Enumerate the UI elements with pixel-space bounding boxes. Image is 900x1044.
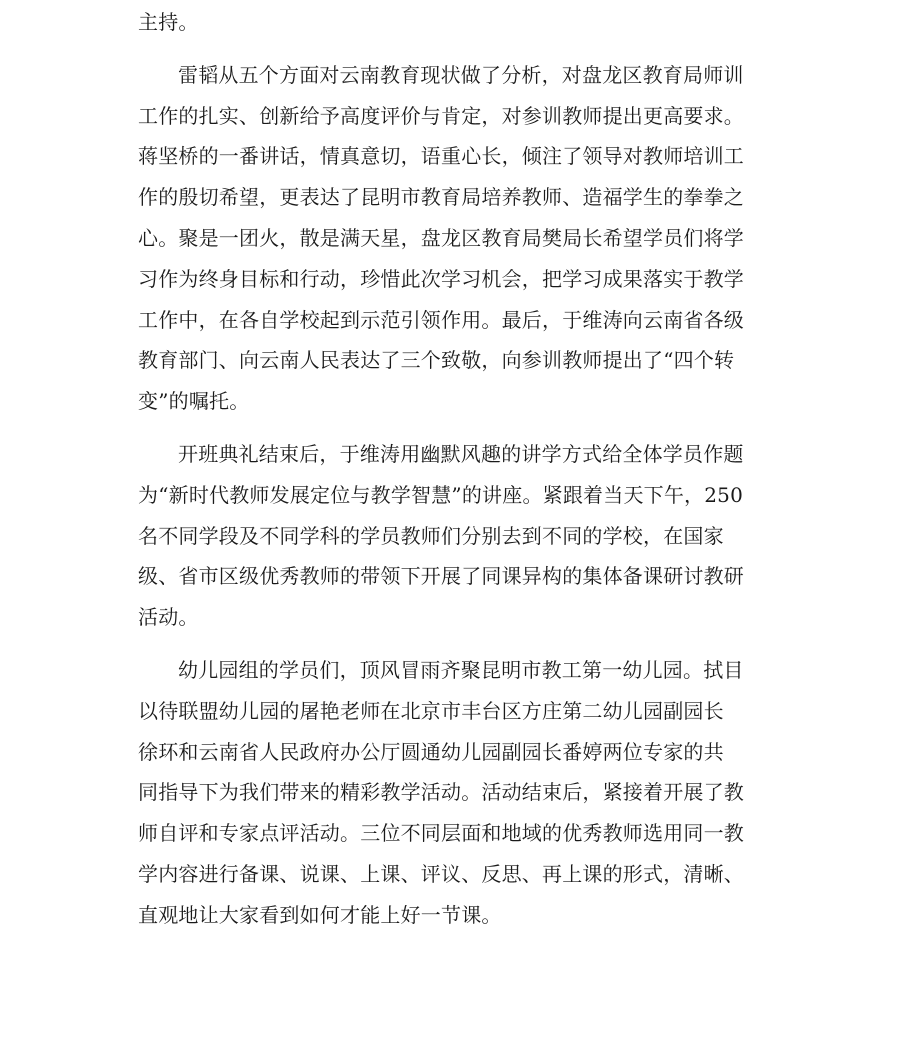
paragraph-gap	[138, 43, 770, 55]
text-line: 学内容进行备课、说课、上课、评议、反思、再上课的形式，清晰、	[138, 861, 744, 886]
text-line: 蒋坚桥的一番讲话，情真意切，语重心长，倾注了领导对教师培训工	[138, 144, 744, 169]
text-line: 主持。	[138, 10, 199, 34]
article-body	[138, 2, 770, 936]
text-line: 心。聚是一团火，散是满天星，盘龙区教育局樊局长希望学员们将学	[138, 225, 744, 250]
text-line: 活动。	[138, 605, 199, 630]
text-line: 为“新时代教师发展定位与教学智慧”的讲座。紧跟着当天下午，250	[138, 482, 744, 507]
text-line: 名不同学段及不同学科的学员教师们分别去到不同的学校，在国家	[138, 523, 724, 548]
paragraph-gap	[138, 638, 770, 650]
text-line: 习作为终身目标和行动，珍惜此次学习机会，把学习成果落实于教学	[138, 266, 744, 291]
text-line: 级、省市区级优秀教师的带领下开展了同课异构的集体备课研讨教研	[138, 564, 744, 589]
text-line: 师自评和专家点评活动。三位不同层面和地域的优秀教师选用同一教	[138, 821, 744, 846]
text-line: 教育部门、向云南人民表达了三个致敬，向参训教师提出了“四个转	[138, 348, 735, 373]
paragraph	[138, 55, 770, 422]
text-line: 雷韬从五个方面对云南教育现状做了分析，对盘龙区教育局师训	[178, 62, 744, 87]
text-line: 以待联盟幼儿园的屠艳老师在北京市丰台区方庄第二幼儿园副园长	[138, 698, 724, 723]
text-line: 幼儿园组的学员们，顶风冒雨齐聚昆明市教工第一幼儿园。拭目	[178, 657, 744, 682]
text-line: 同指导下为我们带来的精彩教学活动。活动结束后，紧接着开展了教	[138, 780, 744, 805]
text-line: 变”的嘱托。	[138, 389, 250, 414]
text-line: 工作中，在各自学校起到示范引领作用。最后，于维涛向云南省各级	[138, 307, 744, 332]
text-line: 徐环和云南省人民政府办公厅圆通幼儿园副园长番婷两位专家的共	[138, 739, 724, 764]
text-line: 直观地让大家看到如何才能上好一节课。	[138, 902, 502, 927]
paragraph	[138, 434, 770, 638]
paragraph	[138, 650, 770, 936]
paragraph	[138, 2, 770, 43]
text-line: 工作的扎实、创新给予高度评价与肯定，对参训教师提出更高要求。	[138, 103, 744, 128]
paragraph-gap	[138, 422, 770, 434]
text-line: 开班典礼结束后，于维涛用幽默风趣的讲学方式给全体学员作题	[178, 441, 744, 466]
text-line: 作的殷切希望，更表达了昆明市教育局培养教师、造福学生的拳拳之	[138, 185, 744, 210]
